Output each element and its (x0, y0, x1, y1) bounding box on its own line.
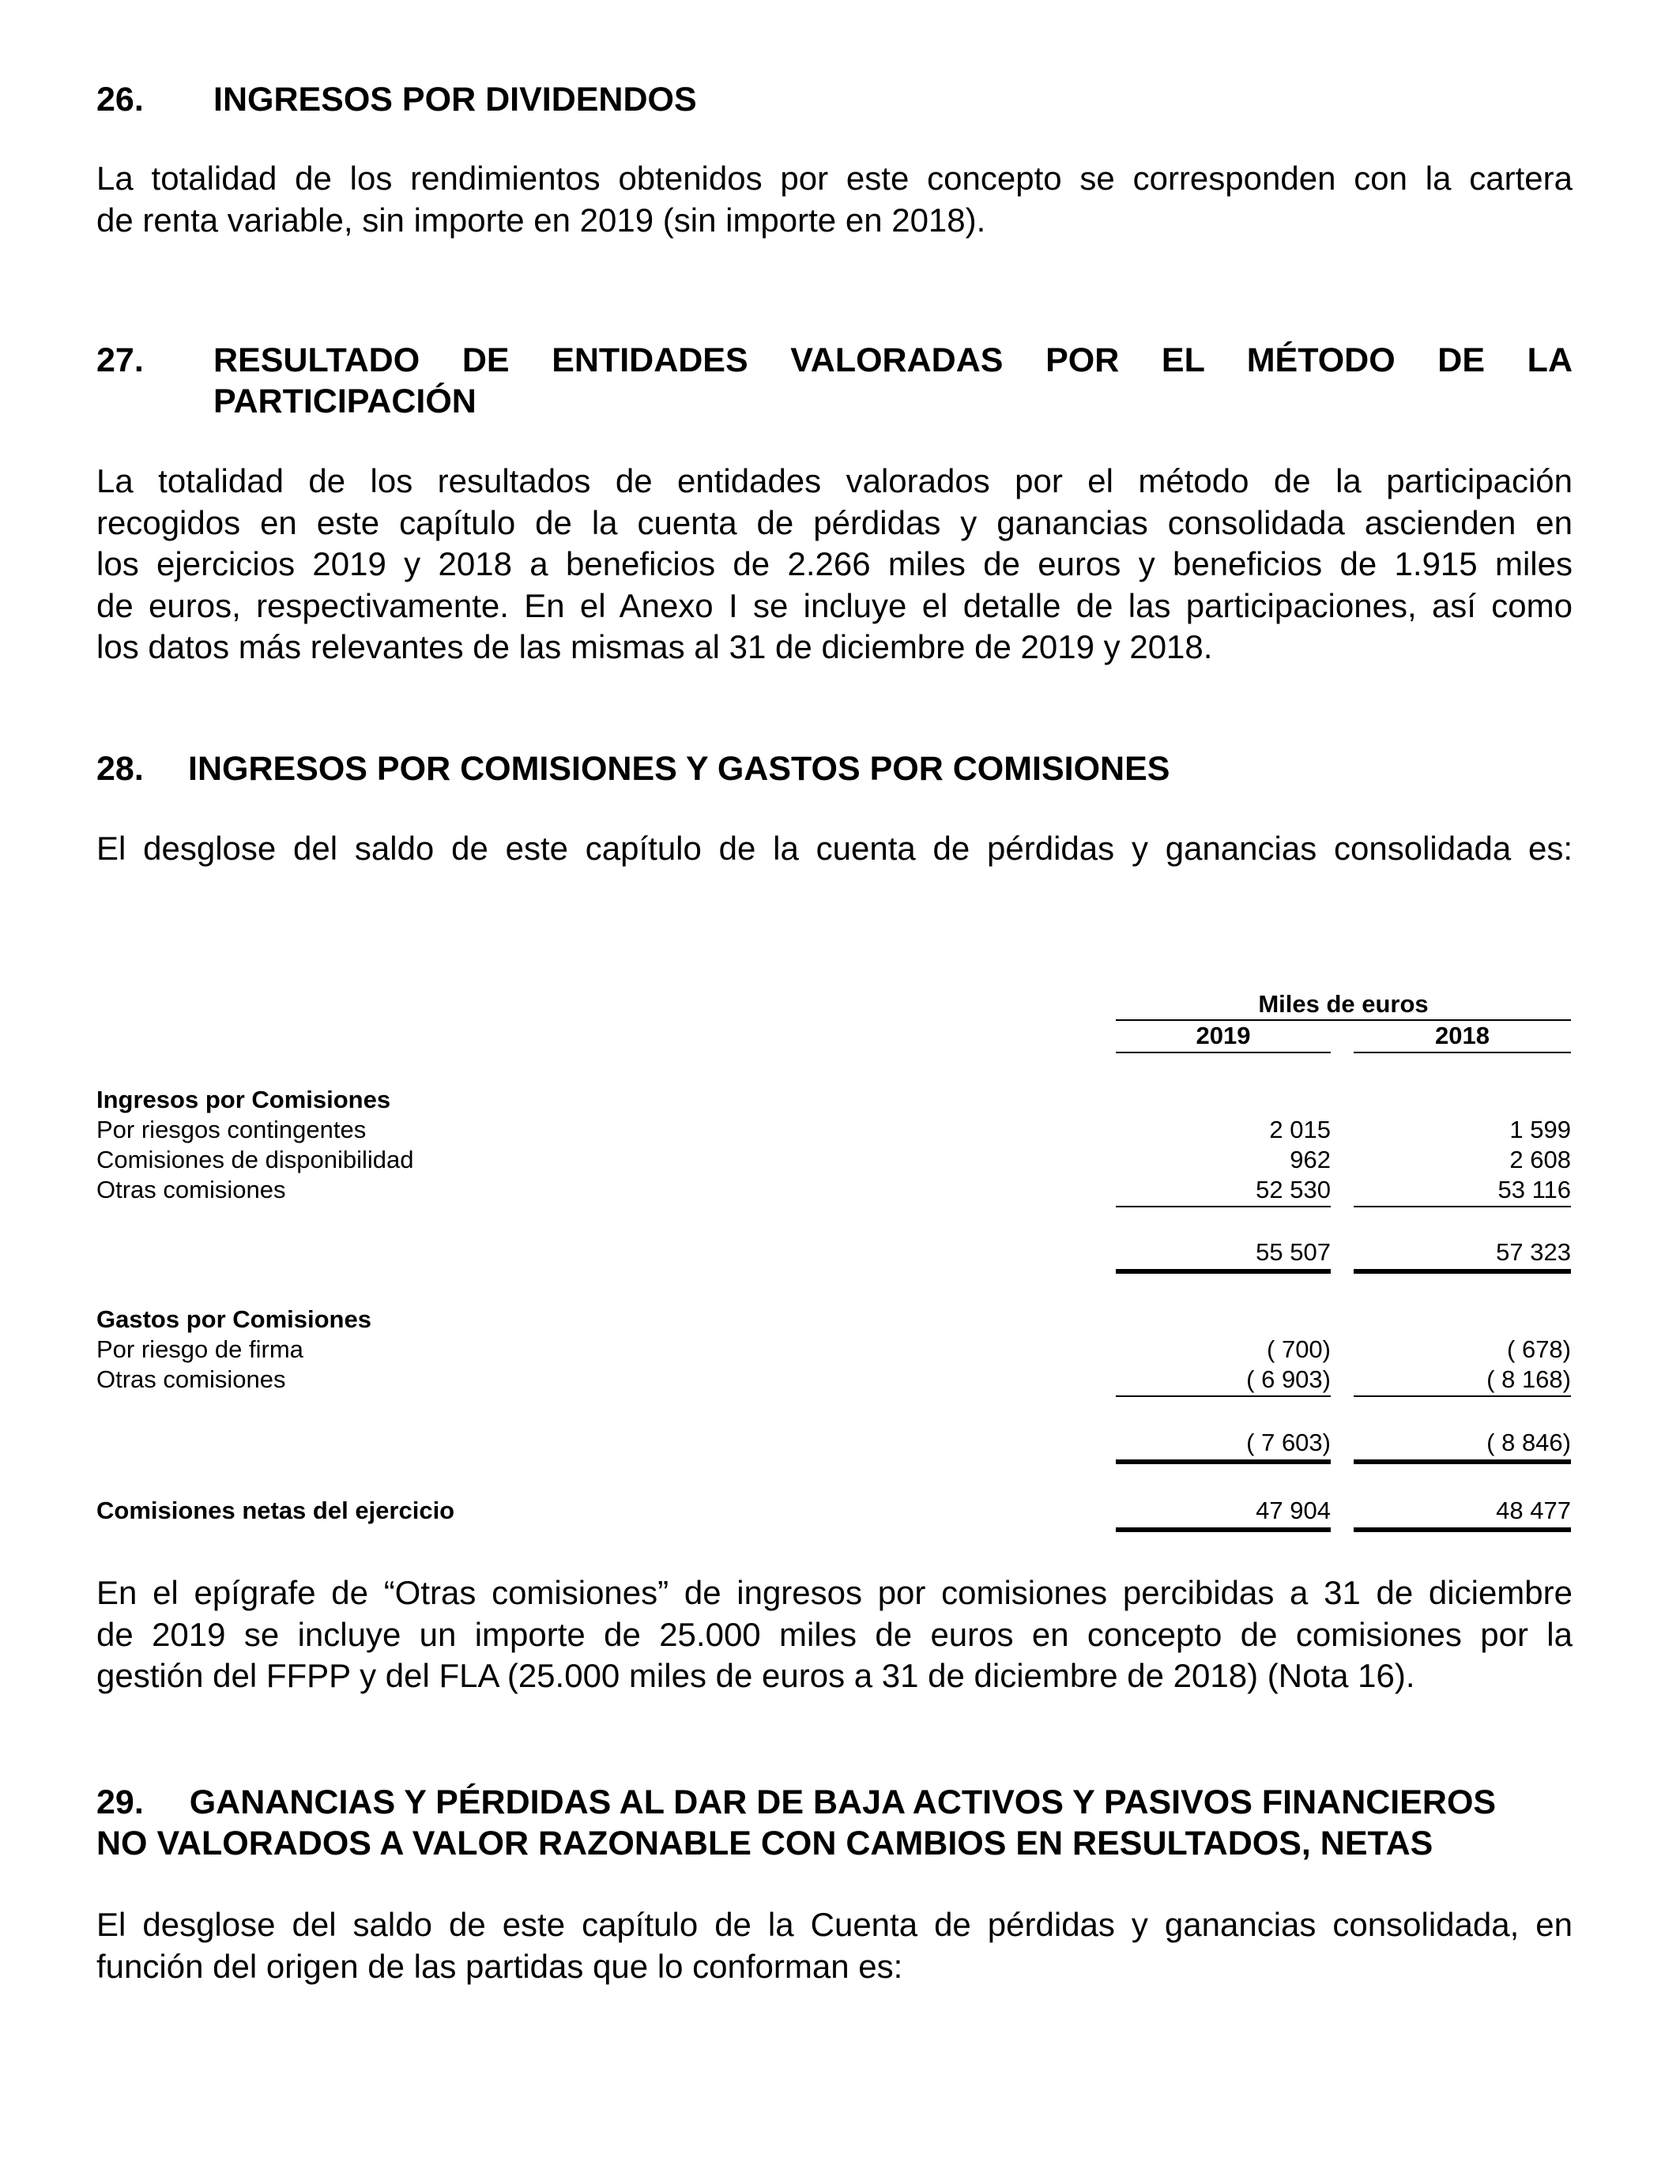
total-rule-2018 (1354, 1459, 1571, 1464)
paragraph-line: de euros, respectivamente. En el Anexo I se incluye el detalle de las participaciones, así como (96, 586, 1573, 624)
ingresos-total-2019: 55 507 (1256, 1238, 1331, 1266)
section-title: GANANCIAS Y PÉRDIDAS AL DAR DE BAJA ACTIVOS Y PASIVOS FINANCIEROS (189, 1783, 1497, 1821)
total-rule-2018 (1354, 1269, 1571, 1274)
row-value-2019: 2 015 (1269, 1116, 1331, 1143)
ingresos-title: Ingresos por Comisiones (96, 1086, 391, 1113)
paragraph-line: los datos más relevantes de las mismas al 31 de diciembre de 2019 y 2018. (96, 628, 1213, 665)
subtotal-rule-2018 (1354, 1395, 1571, 1397)
paragraph-line: recogidos en este capítulo de la cuenta de pérdidas y ganancias consolidada ascienden en (96, 503, 1573, 541)
ingresos-total-2018: 57 323 (1496, 1238, 1571, 1266)
section-title: INGRESOS POR DIVIDENDOS (213, 81, 697, 119)
section-27-heading (96, 340, 1573, 422)
net-commissions-2019: 47 904 (1256, 1497, 1331, 1524)
section-27-paragraph (96, 461, 1573, 668)
gastos-total-2019: ( 7 603) (1246, 1429, 1331, 1456)
section-26-paragraph (96, 158, 1573, 241)
paragraph-line: función del origen de las partidas que lo conforman es: (96, 1947, 903, 1985)
section-title-line1: RESULTADO DE ENTIDADES VALORADAS POR EL MÉTODO DE LA (213, 341, 1573, 379)
paragraph-line: El desglose del saldo de este capítulo de la Cuenta de pérdidas y ganancias consolidada, en (96, 1906, 1573, 1943)
paragraph-line: La totalidad de los resultados de entidades valorados por el método de la participación (96, 462, 1573, 499)
gastos-total-2018: ( 8 846) (1486, 1429, 1571, 1456)
row-label: Por riesgos contingentes (96, 1116, 367, 1143)
net-commissions-2018: 48 477 (1496, 1497, 1571, 1524)
paragraph-line: La totalidad de los rendimientos obtenidos por este concepto se corresponden con la cartera (96, 160, 1573, 197)
row-value-2018: 1 599 (1509, 1116, 1571, 1143)
row-value-2019: 52 530 (1256, 1176, 1331, 1203)
row-label: Comisiones de disponibilidad (96, 1146, 414, 1173)
row-value-2018: 53 116 (1497, 1176, 1571, 1203)
net-rule-2019 (1116, 1527, 1331, 1532)
row-value-2018: ( 8 168) (1486, 1365, 1571, 1393)
gastos-title: Gastos por Comisiones (96, 1305, 371, 1333)
column-rule-2019 (1116, 1052, 1331, 1053)
section-28-paragraph (96, 1572, 1573, 1697)
net-rule-2018 (1354, 1527, 1571, 1532)
section-title: INGRESOS POR COMISIONES Y GASTOS POR COMISIONES (188, 750, 1170, 788)
paragraph-line: de renta variable, sin importe en 2019 (sin importe en 2018). (96, 201, 986, 239)
section-number: 28. (96, 750, 144, 788)
section-title-line1 (96, 1782, 1573, 1823)
row-label: Otras comisiones (96, 1176, 286, 1203)
subtotal-rule-2019 (1116, 1206, 1331, 1207)
row-value-2019: ( 700) (1267, 1335, 1331, 1363)
section-29-heading (96, 1782, 1573, 1864)
row-value-2018: 2 608 (1509, 1146, 1571, 1173)
column-rule-2018 (1354, 1052, 1571, 1053)
section-26-heading (96, 79, 1573, 120)
section-number: 27. (96, 341, 144, 379)
row-value-2019: 962 (1290, 1146, 1331, 1173)
section-title-line2: PARTICIPACIÓN (213, 382, 477, 420)
total-rule-2019 (1116, 1459, 1331, 1464)
total-rule-2019 (1116, 1269, 1331, 1274)
section-28-heading (96, 748, 1573, 789)
section-title-line2: NO VALORADOS A VALOR RAZONABLE CON CAMBIOS EN RESULTADOS, NETAS (96, 1824, 1433, 1862)
paragraph-line: de 2019 se incluye un importe de 25.000 miles de euros en concepto de comisiones por la (96, 1615, 1573, 1653)
paragraph-line: gestión del FFPP y del FLA (25.000 miles de euros a 31 de diciembre de 2018) (Nota 16). (96, 1657, 1415, 1694)
header-rule (1116, 1019, 1571, 1021)
column-header-2019: 2019 (1196, 1022, 1251, 1049)
paragraph-line: los ejercicios 2019 y 2018 a beneficios de 2.266 miles de euros y beneficios de 1.915 miles (96, 545, 1573, 582)
section-29-paragraph (96, 1904, 1573, 1987)
section-number: 26. (96, 81, 144, 119)
paragraph-line: El desglose del saldo de este capítulo de la cuenta de pérdidas y ganancias consolidada es: (96, 830, 1573, 867)
paragraph-line: En el epígrafe de “Otras comisiones” de ingresos por comisiones percibidas a 31 de diciembre (96, 1574, 1573, 1611)
section-28-intro (96, 828, 1573, 870)
row-label: Por riesgo de firma (96, 1335, 303, 1363)
row-value-2019: ( 6 903) (1246, 1365, 1331, 1393)
row-label: Otras comisiones (96, 1365, 286, 1393)
net-commissions-label: Comisiones netas del ejercicio (96, 1497, 455, 1524)
subtotal-rule-2019 (1116, 1395, 1331, 1397)
unit-header: Miles de euros (1258, 990, 1429, 1018)
section-number: 29. (96, 1783, 144, 1821)
row-value-2018: ( 678) (1507, 1335, 1571, 1363)
subtotal-rule-2018 (1354, 1206, 1571, 1207)
column-header-2018: 2018 (1435, 1022, 1490, 1049)
